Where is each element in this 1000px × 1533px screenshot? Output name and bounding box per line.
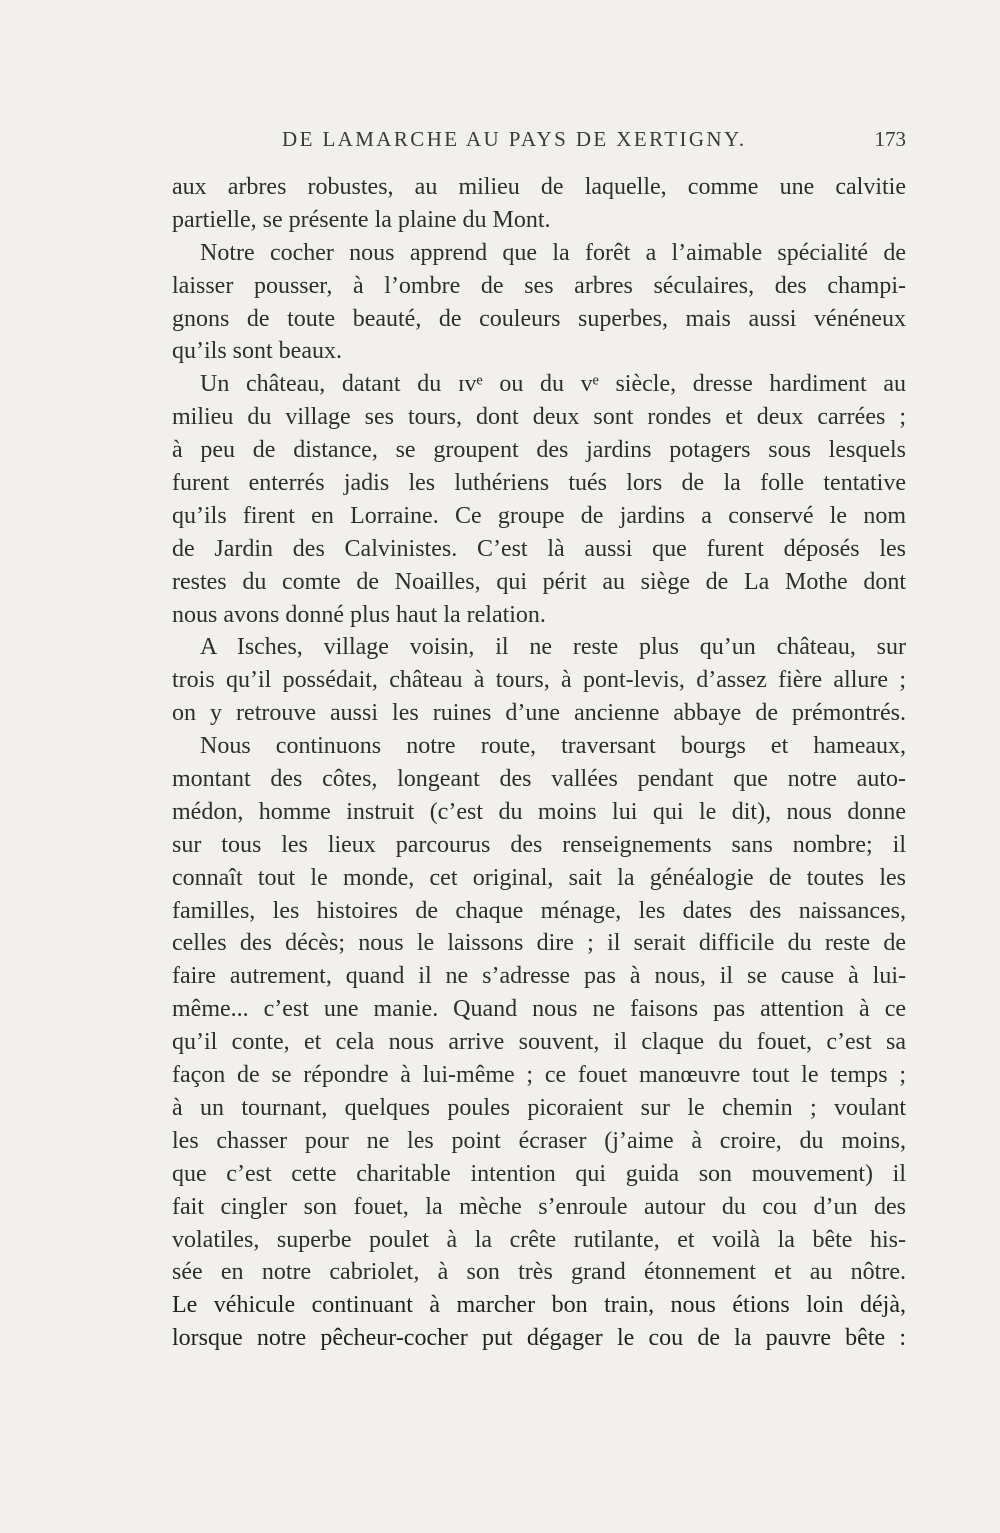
text-line: restes du comte de Noailles, qui périt au siège de La Mothe dont (172, 568, 906, 595)
text-line: faire autrement, quand il ne s’adresse pas à nous, il se cause à lui- (172, 963, 906, 990)
text-line: Un château, datant du ɪvᵉ ou du vᵉ siècle, dresse hardiment au (200, 371, 906, 398)
body-text (172, 171, 906, 1355)
text-line: que c’est cette charitable intention qui guida son mouvement) il (172, 1160, 906, 1187)
text-line: connaît tout le monde, cet original, sait la généalogie de toutes les (172, 864, 906, 891)
text-line: sée en notre cabriolet, à son très grand étonnement et au nôtre. (172, 1259, 906, 1286)
page-header (172, 127, 906, 161)
text-line: à un tournant, quelques poules picoraient sur le chemin ; voulant (172, 1094, 906, 1121)
running-head: DE LAMARCHE AU PAYS DE XERTIGNY. (282, 127, 747, 151)
text-line: volatiles, superbe poulet à la crête rutilante, et voilà la bête his- (172, 1226, 906, 1253)
text-line: lorsque notre pêcheur-cocher put dégager le cou de la pauvre bête : (172, 1325, 906, 1352)
text-line: montant des côtes, longeant des vallées pendant que notre auto- (172, 766, 906, 793)
text-line: furent enterrés jadis les luthériens tués lors de la folle tentative (172, 470, 906, 497)
text-line: sur tous les lieux parcourus des renseignements sans nombre; il (172, 831, 906, 858)
text-line: A Isches, village voisin, il ne reste plus qu’un château, sur (200, 634, 906, 661)
text-line: fait cingler son fouet, la mèche s’enroule autour du cou d’un des (172, 1193, 906, 1220)
text-line: laisser pousser, à l’ombre de ses arbres séculaires, des champi- (172, 272, 906, 299)
text-line: qu’ils firent en Lorraine. Ce groupe de jardins a conservé le nom (172, 502, 906, 529)
text-line: celles des décès; nous le laissons dire ; il serait difficile du reste de (172, 930, 906, 957)
text-line: on y retrouve aussi les ruines d’une ancienne abbaye de prémontrés. (172, 700, 906, 727)
text-line: familles, les histoires de chaque ménage, les dates des naissances, (172, 897, 906, 924)
text-line: qu’il conte, et cela nous arrive souvent, il claque du fouet, c’est sa (172, 1029, 906, 1056)
text-line: à peu de distance, se groupent des jardins potagers sous lesquels (172, 437, 906, 464)
text-line: qu’ils sont beaux. (172, 338, 342, 365)
text-line: Nous continuons notre route, traversant bourgs et hameaux, (200, 733, 906, 760)
text-line: façon de se répondre à lui-même ; ce fouet manœuvre tout le temps ; (172, 1062, 906, 1089)
text-line: Notre cocher nous apprend que la forêt a l’aimable spécialité de (200, 239, 906, 266)
text-line: milieu du village ses tours, dont deux sont rondes et deux carrées ; (172, 404, 906, 431)
text-line: gnons de toute beauté, de couleurs superbes, mais aussi vénéneux (172, 305, 906, 332)
text-line: médon, homme instruit (c’est du moins lui qui le dit), nous donne (172, 798, 906, 825)
text-line: Le véhicule continuant à marcher bon train, nous étions loin déjà, (172, 1292, 906, 1319)
text-line: trois qu’il possédait, château à tours, à pont-levis, d’assez fière allure ; (172, 667, 906, 694)
text-line: aux arbres robustes, au milieu de laquelle, comme une calvitie (172, 174, 906, 200)
text-line: même... c’est une manie. Quand nous ne faisons pas attention à ce (172, 996, 906, 1023)
text-line: les chasser pour ne les point écraser (j’aime à croire, du moins, (172, 1127, 906, 1154)
page-number: 173 (874, 127, 906, 151)
text-line: de Jardin des Calvinistes. C’est là aussi que furent déposés les (172, 535, 906, 562)
text-line: partielle, se présente la plaine du Mont. (172, 206, 551, 233)
text-line: nous avons donné plus haut la relation. (172, 601, 546, 628)
